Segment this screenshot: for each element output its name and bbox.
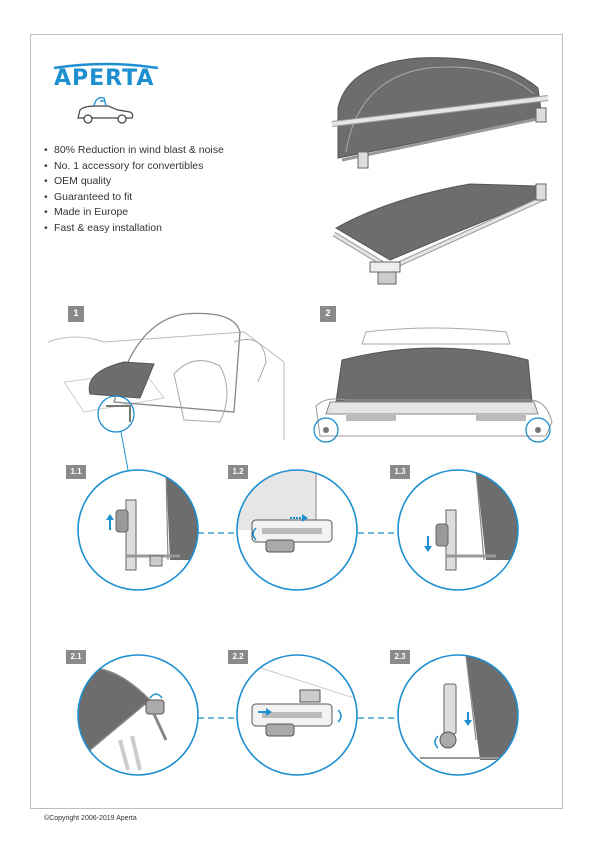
step-badge-1-2: 1.2 [228,465,248,479]
step-badge-2-3: 2.3 [390,650,410,664]
feature-item: • 80% Reduction in wind blast & noise [44,143,224,159]
detail-2-3 [398,655,520,775]
feature-item: • Guaranteed to fit [44,190,224,206]
copyright-text: ©Copyright 2006-2019 Aperta [44,815,137,822]
feature-item: • No. 1 accessory for convertibles [44,159,224,175]
feature-item: • OEM quality [44,174,224,190]
feature-item: • Fast & easy installation [44,221,224,237]
step-badge-2-2: 2.2 [228,650,248,664]
rotate-icon [150,694,162,698]
step-badge-1-1: 1.1 [66,465,86,479]
arrow-down-icon [464,712,472,726]
feature-item: • Made in Europe [44,205,224,221]
detail-2-1 [78,655,198,775]
detail-2-2 [236,655,360,775]
step-badge-1: 1 [68,306,84,322]
rotate-icon [435,736,438,748]
step-badge-1-3: 1.3 [390,465,410,479]
logo-text: APERTA [54,66,155,91]
step-badge-2-1: 2.1 [66,650,86,664]
step-badge-2: 2 [320,306,336,322]
rotate-icon [338,710,341,722]
